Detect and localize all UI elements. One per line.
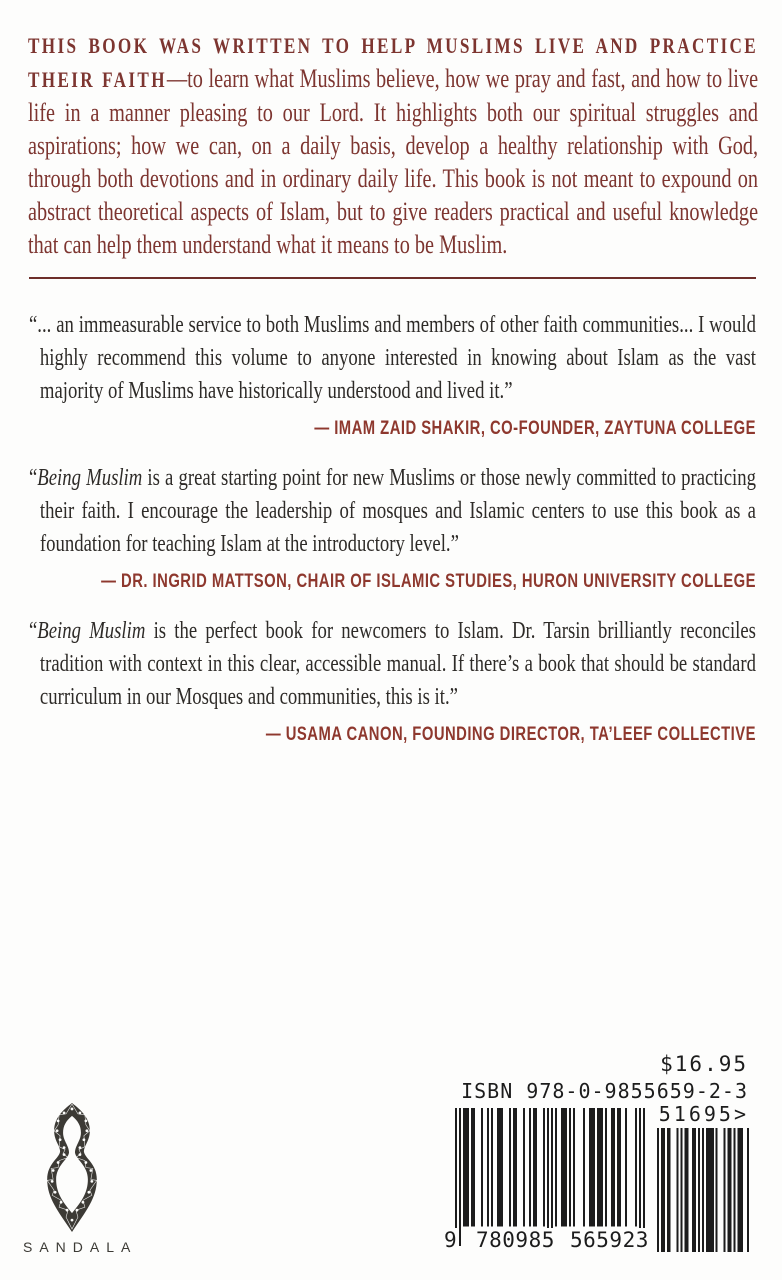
price-label: $16.95	[660, 1052, 748, 1076]
sandala-logo-icon	[45, 1102, 99, 1233]
endorsement-quote-2	[29, 462, 760, 593]
ean-digit-group: 9	[444, 1228, 458, 1252]
ean-digit-group: 565923	[570, 1228, 649, 1252]
quote-1-body: “... an immeasurable service to both Muslims and members of other faith communities... I would highly recommend this volume to anyone interested in knowing about Islam as the vast majority of Muslims have historically understood and lived it.”	[29, 312, 756, 404]
quote-2-text	[29, 462, 756, 561]
isbn-label: ISBN 978-0-9855659-2-3	[461, 1079, 748, 1103]
quote-3-book-title: Being Muslim	[37, 618, 146, 644]
quote-3-open-quote: “	[29, 618, 38, 644]
barcode-block	[437, 1052, 752, 1267]
quote-2-attribution: — DR. INGRID MATTSON, CHAIR OF ISLAMIC STUDIES, HURON UNIVERSITY COLLEGE	[101, 571, 756, 592]
endorsement-quote-3	[29, 615, 760, 746]
ean-digit-group: 780985	[476, 1228, 555, 1252]
quote-3-body: is the perfect book for newcomers to Islam. Dr. Tarsin brilliantly reconciles tradition with context in this clear, accessible manual. If there’s a book that should be standard curriculum in our Mosques and communities, this is it.”	[39, 618, 756, 710]
quote-1-text	[29, 309, 756, 408]
quote-1-attribution: — IMAM ZAID SHAKIR, CO-FOUNDER, ZAYTUNA COLLEGE	[314, 418, 756, 439]
endorsement-quote-1	[29, 309, 760, 440]
blurb-paragraph	[28, 28, 758, 261]
addon-number-label: 51695>	[658, 1102, 749, 1126]
quote-3-attribution: — USAMA CANON, FOUNDING DIRECTOR, TA’LEEF COLLECTIVE	[265, 724, 756, 745]
publisher-block	[16, 1102, 138, 1255]
quote-3-text	[29, 615, 756, 714]
publisher-name: SANDALA	[23, 1239, 138, 1255]
quote-2-book-title: Being Muslim	[37, 465, 143, 491]
back-cover-text-block	[28, 28, 760, 768]
quote-2-body: is a great starting point for new Muslims or those newly committed to practicing their faith. I encourage the leadership of mosques and Islamic centers to use this book as a foundation for teaching Islam at the introductory level.”	[39, 465, 756, 557]
blurb-lead-caps: THIS BOOK WAS WRITTEN TO HELP MUSLIMS LIVE AND PRACTICE THEIR FAITH	[28, 33, 759, 92]
quote-2-open-quote: “	[29, 465, 38, 491]
blurb-body-text: —to learn what Muslims believe, how we pray and fast, and how to live life in a manner pleasing to our Lord. It highlights both our spiritual struggles and aspirations; how we can, on a daily basis, develop a healthy relationship with God, through both devotions and in ordinary daily life. This book is not meant to expound on abstract theoretical aspects of Islam, but to give readers practical and useful knowledge that can help them understand what it means to be Muslim.	[28, 64, 759, 259]
ean-barcode	[455, 1108, 645, 1246]
divider-rule	[29, 277, 756, 279]
addon-barcode	[655, 1128, 749, 1252]
